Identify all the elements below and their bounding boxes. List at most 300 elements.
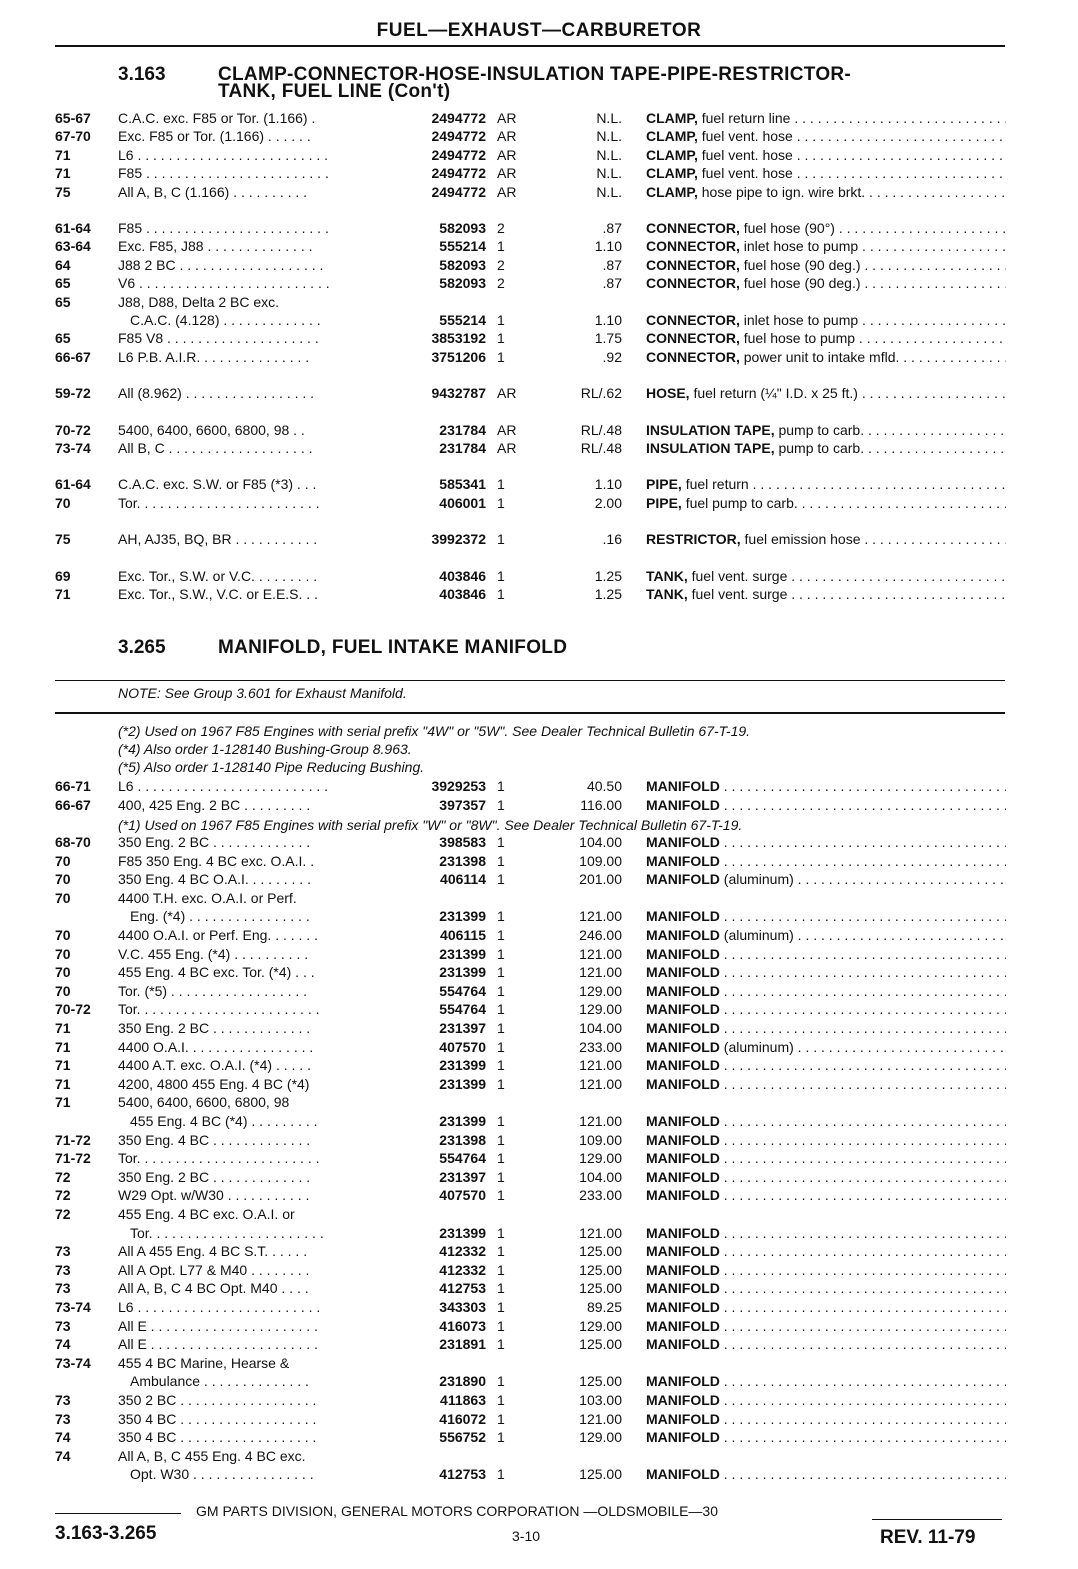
price-cell: N.L. <box>596 183 622 200</box>
part-name: CONNECTOR, <box>646 275 740 292</box>
quantity-cell: 1 <box>497 927 505 943</box>
table-row <box>0 494 1078 512</box>
part-name: CONNECTOR, <box>646 312 740 328</box>
part-number-cell: 231397 <box>439 1020 486 1036</box>
section-title-line2: TANK, FUEL LINE (Con't) <box>218 81 451 102</box>
part-name: CONNECTOR, <box>646 256 740 273</box>
table-row <box>0 1372 1078 1390</box>
table-row <box>0 311 1078 329</box>
year-cell: 73 <box>55 1261 71 1278</box>
year-cell: 72 <box>55 1206 71 1222</box>
quantity-cell: 1 <box>497 1392 505 1408</box>
price-cell: 40.50 <box>586 778 622 794</box>
table-row <box>0 982 1078 1000</box>
part-detail: fuel emission hose <box>744 531 861 548</box>
part-name-cell <box>646 1112 1006 1130</box>
part-name: MANIFOLD <box>646 871 720 888</box>
quantity-cell: AR <box>497 128 517 145</box>
header-rule <box>55 45 1005 47</box>
quantity-cell: AR <box>497 385 517 402</box>
part-name: MANIFOLD <box>646 1317 720 1334</box>
year-cell: 65 <box>55 275 71 292</box>
table-row <box>0 1410 1078 1428</box>
description-cell: 4400 A.T. exc. O.A.I. (*4) . . . . . <box>118 1057 311 1074</box>
price-cell: 129.00 <box>579 1150 622 1167</box>
part-name-cell <box>646 164 1006 182</box>
part-name-cell <box>646 494 1006 512</box>
part-name: MANIFOLD <box>646 945 720 962</box>
description-cell: 5400, 6400, 6600, 6800, 98 . . <box>118 421 305 438</box>
price-cell: N.L. <box>596 146 622 163</box>
table-row <box>0 1186 1078 1204</box>
table-row <box>0 833 1078 851</box>
price-cell: 121.00 <box>579 908 622 925</box>
table-row <box>0 274 1078 292</box>
year-cell: 66-67 <box>55 348 91 365</box>
part-name-cell <box>646 870 1006 888</box>
year-cell: 70 <box>55 494 71 511</box>
price-cell: 103.00 <box>579 1392 622 1408</box>
table-row <box>0 127 1078 145</box>
year-cell: 71 <box>55 165 71 182</box>
price-cell: 125.00 <box>579 1243 622 1260</box>
part-name-cell <box>646 1317 1006 1335</box>
price-cell: RL/.48 <box>580 421 622 438</box>
quantity-cell: 1 <box>497 1020 505 1036</box>
price-cell: 121.00 <box>579 1075 622 1092</box>
part-name: PIPE, <box>646 494 682 511</box>
part-name-cell <box>646 796 1006 814</box>
part-name: HOSE, <box>646 385 690 402</box>
part-number-cell: 411863 <box>440 1392 486 1408</box>
table-row <box>0 1131 1078 1149</box>
part-number-cell: 231398 <box>439 852 486 869</box>
year-cell: 73 <box>55 1280 71 1297</box>
table-row <box>0 1428 1078 1446</box>
table-row <box>0 237 1078 255</box>
part-number-cell: 582093 <box>439 275 486 292</box>
price-cell: 109.00 <box>579 1131 622 1148</box>
part-detail: hose pipe to ign. wire brkt. <box>701 183 866 200</box>
description-cell: All B, C . . . . . . . . . . . . . . . . . . . <box>118 440 313 456</box>
part-name: CLAMP, <box>646 183 698 200</box>
year-cell: 75 <box>55 183 71 200</box>
price-cell: 233.00 <box>579 1038 622 1055</box>
price-cell: .87 <box>602 275 622 292</box>
part-name: MANIFOLD <box>646 1429 720 1446</box>
part-number-cell: 231399 <box>439 964 486 981</box>
part-name-cell <box>646 127 1006 145</box>
part-number-cell: 403846 <box>439 567 486 584</box>
part-name: TANK, <box>646 567 688 584</box>
part-number-cell: 231398 <box>439 1131 486 1148</box>
part-detail: fuel vent. surge <box>691 586 788 602</box>
footnote: (*5) Also order 1-128140 Pipe Reducing Bushing. <box>118 759 425 775</box>
table-row <box>0 183 1078 201</box>
part-name: MANIFOLD <box>646 927 720 943</box>
table-row <box>0 1112 1078 1130</box>
price-cell: 104.00 <box>579 1020 622 1036</box>
price-cell: 129.00 <box>579 1001 622 1018</box>
table-row <box>0 530 1078 548</box>
part-name: MANIFOLD <box>646 1336 720 1353</box>
quantity-cell: AR <box>497 110 517 126</box>
description-cell: Ambulance . . . . . . . . . . . . . . <box>130 1373 309 1390</box>
price-cell: 1.10 <box>594 476 622 493</box>
part-number-cell: 407570 <box>439 1187 486 1204</box>
quantity-cell: 1 <box>497 348 505 365</box>
year-cell: 73-74 <box>55 1299 91 1315</box>
part-number-cell: 343303 <box>439 1299 486 1315</box>
table-row <box>0 567 1078 585</box>
description-cell: W29 Opt. w/W30 . . . . . . . . . . . <box>118 1187 310 1204</box>
description-cell: C.A.C. exc. S.W. or F85 (*3) . . . <box>118 476 317 493</box>
part-number-cell: 3929253 <box>431 778 486 794</box>
description-cell: V.C. 455 Eng. (*4) . . . . . . . . . . <box>118 945 309 962</box>
quantity-cell: 1 <box>497 1317 505 1334</box>
part-name-cell <box>646 183 1006 201</box>
year-cell: 70-72 <box>55 421 91 438</box>
year-cell: 74 <box>55 1429 71 1446</box>
description-cell: Exc. F85 or Tor. (1.166) . . . . . . <box>118 128 311 145</box>
year-cell: 69 <box>55 567 71 584</box>
description-cell: 350 Eng. 2 BC . . . . . . . . . . . . . <box>118 834 311 850</box>
part-name-cell <box>646 1372 1006 1390</box>
part-name: MANIFOLD <box>646 1075 720 1092</box>
part-number-cell: 2494772 <box>431 146 486 163</box>
part-name: MANIFOLD <box>646 1392 720 1408</box>
table-row <box>0 945 1078 963</box>
part-name: CONNECTOR, <box>646 348 740 365</box>
section-note: NOTE: See Group 3.601 for Exhaust Manifold. <box>118 685 407 701</box>
description-cell: 455 4 BC Marine, Hearse & <box>118 1354 290 1371</box>
part-number-cell: 2494772 <box>431 183 486 200</box>
description-cell: All A, B, C (1.166) . . . . . . . . . . <box>118 183 308 200</box>
part-number-cell: 412753 <box>439 1466 486 1483</box>
year-cell: 74 <box>55 1447 71 1464</box>
description-cell: J88 2 BC . . . . . . . . . . . . . . . . . . . <box>118 256 324 273</box>
price-cell: 116.00 <box>580 796 622 813</box>
price-cell: N.L. <box>596 165 622 182</box>
table-row <box>0 293 1078 311</box>
footer-rule-left <box>55 1513 181 1514</box>
price-cell: 1.75 <box>594 330 622 347</box>
quantity-cell: 1 <box>497 476 505 493</box>
price-cell: 121.00 <box>579 1113 622 1129</box>
part-name-cell <box>646 146 1006 164</box>
part-number-cell: 406115 <box>440 927 486 943</box>
table-row <box>0 907 1078 925</box>
table-row <box>0 164 1078 182</box>
description-cell: All A 455 Eng. 4 BC S.T. . . . . . <box>118 1243 308 1260</box>
section-title-line1: CLAMP-CONNECTOR-HOSE-INSULATION TAPE-PIPE-RESTRICTOR- <box>218 64 852 85</box>
description-cell: F85 . . . . . . . . . . . . . . . . . . . . . . . . <box>118 220 329 236</box>
part-name: MANIFOLD <box>646 1410 720 1427</box>
description-cell: 4200, 4800 455 Eng. 4 BC (*4) <box>118 1075 310 1092</box>
part-number-cell: 554764 <box>439 1150 486 1167</box>
price-cell: 1.10 <box>594 312 622 328</box>
part-detail: (aluminum) <box>723 927 794 943</box>
table-row <box>0 109 1078 127</box>
description-cell: 455 Eng. 4 BC exc. Tor. (*4) . . . <box>118 964 315 981</box>
part-name: CONNECTOR, <box>646 330 740 347</box>
description-cell: Tor. . . . . . . . . . . . . . . . . . . . . . . . <box>118 494 320 511</box>
year-cell: 71 <box>55 146 71 163</box>
description-cell: L6 . . . . . . . . . . . . . . . . . . . . . . . . . <box>118 146 329 163</box>
table-row <box>0 1298 1078 1316</box>
quantity-cell: 1 <box>497 567 505 584</box>
quantity-cell: 1 <box>497 871 505 888</box>
price-cell: 125.00 <box>579 1280 622 1297</box>
part-name: MANIFOLD <box>646 796 720 813</box>
price-cell: 129.00 <box>579 982 622 999</box>
quantity-cell: 2 <box>497 256 505 273</box>
quantity-cell: 1 <box>497 1243 505 1260</box>
quantity-cell: 1 <box>497 1001 505 1018</box>
part-detail: fuel hose (90 deg.) <box>743 275 861 292</box>
quantity-cell: 1 <box>497 1429 505 1446</box>
section-number: 3.163 <box>118 64 166 85</box>
year-cell: 66-67 <box>55 796 91 813</box>
price-cell: 125.00 <box>579 1261 622 1278</box>
price-cell: 1.25 <box>594 567 622 584</box>
table-row <box>0 1279 1078 1297</box>
part-name-cell <box>646 1038 1006 1056</box>
part-name-cell <box>646 1335 1006 1353</box>
part-name-cell <box>646 1075 1006 1093</box>
part-name-cell <box>646 567 1006 585</box>
description-cell: C.A.C. exc. F85 or Tor. (1.166) . <box>118 110 316 126</box>
part-name: CLAMP, <box>646 128 698 145</box>
price-cell: .92 <box>602 348 622 365</box>
part-number-cell: 554764 <box>439 1001 486 1018</box>
description-cell: 350 Eng. 4 BC O.A.I. . . . . . . . . <box>118 871 311 888</box>
price-cell: 125.00 <box>579 1466 622 1483</box>
part-name-cell <box>646 1056 1006 1074</box>
year-cell: 68-70 <box>55 834 91 850</box>
part-name: MANIFOLD <box>646 908 720 925</box>
quantity-cell: 1 <box>497 964 505 981</box>
description-cell: All A, B, C 4 BC Opt. M40 . . . . <box>118 1280 309 1297</box>
table-row <box>0 439 1078 457</box>
part-name-cell <box>646 1242 1006 1260</box>
year-cell: 72 <box>55 1187 71 1204</box>
quantity-cell: 1 <box>497 1224 505 1241</box>
part-name: MANIFOLD <box>646 1187 720 1204</box>
year-cell: 74 <box>55 1336 71 1353</box>
part-name-cell <box>646 1261 1006 1279</box>
year-cell: 63-64 <box>55 238 91 255</box>
part-name-cell <box>646 1186 1006 1204</box>
description-cell: 350 Eng. 2 BC . . . . . . . . . . . . . <box>118 1168 311 1185</box>
part-name: MANIFOLD <box>646 1466 720 1483</box>
part-detail: fuel return line <box>701 110 791 126</box>
part-name-cell <box>646 256 1006 274</box>
part-detail: fuel hose (90°) <box>743 220 835 236</box>
part-number-cell: 582093 <box>439 220 486 236</box>
quantity-cell: 1 <box>497 1261 505 1278</box>
part-number-cell: 3853192 <box>431 330 486 347</box>
part-name-cell <box>646 852 1006 870</box>
year-cell: 73 <box>55 1410 71 1427</box>
year-cell: 73-74 <box>55 440 91 456</box>
description-cell: 455 Eng. 4 BC (*4) . . . . . . . . . <box>130 1113 318 1129</box>
part-detail: pump to carb. <box>778 421 865 438</box>
quantity-cell: 1 <box>497 1299 505 1315</box>
section-number-2: 3.265 <box>118 637 166 658</box>
table-row <box>0 889 1078 907</box>
part-name-cell <box>646 945 1006 963</box>
quantity-cell: 1 <box>497 1187 505 1204</box>
description-cell: F85 . . . . . . . . . . . . . . . . . . . . . . . . <box>118 165 329 182</box>
table-row <box>0 585 1078 603</box>
year-cell: 70 <box>55 964 71 981</box>
part-name-cell <box>646 219 1006 237</box>
part-name-cell <box>646 384 1006 402</box>
part-name: MANIFOLD <box>646 852 720 869</box>
description-cell: F85 V8 . . . . . . . . . . . . . . . . . . . . <box>118 330 319 347</box>
part-name: RESTRICTOR, <box>646 531 741 548</box>
part-name-cell <box>646 982 1006 1000</box>
part-name-cell <box>646 1465 1006 1483</box>
year-cell: 70 <box>55 927 71 943</box>
description-cell: 4400 O.A.I. or Perf. Eng. . . . . . . <box>118 927 318 943</box>
table-row <box>0 1391 1078 1409</box>
part-name-cell <box>646 1391 1006 1409</box>
price-cell: 121.00 <box>579 1224 622 1241</box>
description-cell: 5400, 6400, 6600, 6800, 98 <box>118 1094 290 1111</box>
price-cell: .87 <box>602 220 622 236</box>
part-number-cell: 231399 <box>439 1075 486 1092</box>
description-cell: Tor. . . . . . . . . . . . . . . . . . . . . . . . <box>118 1150 320 1167</box>
quantity-cell: 1 <box>497 982 505 999</box>
mid-footnote: (*1) Used on 1967 F85 Engines with serial prefix "W" or "8W". See Dealer Technical Bulletin 67-T-19. <box>118 817 743 833</box>
year-cell: 71 <box>55 1094 71 1111</box>
description-cell: Tor. . . . . . . . . . . . . . . . . . . . . . . <box>130 1224 324 1241</box>
part-name-cell <box>646 439 1006 457</box>
part-number-cell: 231397 <box>439 1168 486 1185</box>
description-cell: All E . . . . . . . . . . . . . . . . . . . . . . <box>118 1336 318 1353</box>
description-cell: 350 2 BC . . . . . . . . . . . . . . . . . . <box>118 1392 317 1408</box>
table-row <box>0 870 1078 888</box>
quantity-cell: AR <box>497 440 517 456</box>
description-cell: L6 P.B. A.I.R. . . . . . . . . . . . . . . <box>118 348 310 365</box>
part-detail: (aluminum) <box>723 1038 794 1055</box>
part-name: MANIFOLD <box>646 1131 720 1148</box>
part-number-cell: 2494772 <box>431 128 486 145</box>
quantity-cell: 1 <box>497 1336 505 1353</box>
quantity-cell: 1 <box>497 494 505 511</box>
year-cell: 70 <box>55 889 71 906</box>
description-cell: Exc. F85, J88 . . . . . . . . . . . . . . <box>118 238 313 255</box>
description-cell: All (8.962) . . . . . . . . . . . . . . . . . <box>118 385 315 402</box>
part-name: MANIFOLD <box>646 964 720 981</box>
quantity-cell: 1 <box>497 1466 505 1483</box>
description-cell: 350 4 BC . . . . . . . . . . . . . . . . . . <box>118 1429 317 1446</box>
part-number-cell: 231399 <box>439 1113 486 1129</box>
part-name-cell <box>646 329 1006 347</box>
part-name-cell <box>646 421 1006 439</box>
description-cell: Eng. (*4) . . . . . . . . . . . . . . . . <box>130 908 310 925</box>
part-name: MANIFOLD <box>646 1020 720 1036</box>
price-cell: 121.00 <box>579 1410 622 1427</box>
table-row <box>0 1149 1078 1167</box>
table-row <box>0 329 1078 347</box>
part-detail: fuel return <box>685 476 749 493</box>
price-cell: 125.00 <box>579 1373 622 1390</box>
price-cell: 121.00 <box>579 1057 622 1074</box>
quantity-cell: 1 <box>497 330 505 347</box>
part-name: MANIFOLD <box>646 1057 720 1074</box>
quantity-cell: 1 <box>497 531 505 548</box>
year-cell: 64 <box>55 256 71 273</box>
quantity-cell: 1 <box>497 778 505 794</box>
part-number-cell: 555214 <box>439 238 486 255</box>
part-name: CONNECTOR, <box>646 238 740 255</box>
description-cell: C.A.C. (4.128) . . . . . . . . . . . . . <box>130 312 321 328</box>
part-name-cell <box>646 348 1006 366</box>
part-name: MANIFOLD <box>646 1113 720 1129</box>
table-row <box>0 1224 1078 1242</box>
description-cell: J88, D88, Delta 2 BC exc. <box>118 293 280 310</box>
part-name: MANIFOLD <box>646 1224 720 1241</box>
part-name: MANIFOLD <box>646 982 720 999</box>
part-number-cell: 231399 <box>439 1057 486 1074</box>
part-detail: pump to carb. <box>778 440 865 456</box>
table-row <box>0 1447 1078 1465</box>
price-cell: 201.00 <box>579 871 622 888</box>
part-number-cell: 416073 <box>439 1317 486 1334</box>
part-number-cell: 403846 <box>439 586 486 602</box>
part-name-cell <box>646 1000 1006 1018</box>
part-name-cell <box>646 109 1006 127</box>
part-name-cell <box>646 530 1006 548</box>
part-number-cell: 231399 <box>439 1224 486 1241</box>
part-number-cell: 231891 <box>439 1336 486 1353</box>
table-row <box>0 256 1078 274</box>
table-row <box>0 384 1078 402</box>
year-cell: 70-72 <box>55 1001 91 1018</box>
part-name: MANIFOLD <box>646 1299 720 1315</box>
part-number-cell: 416072 <box>439 1410 486 1427</box>
table-row <box>0 1242 1078 1260</box>
year-cell: 67-70 <box>55 128 91 145</box>
table-row <box>0 1465 1078 1483</box>
description-cell: Tor. (*5) . . . . . . . . . . . . . . . . . . <box>118 982 308 999</box>
part-name: CLAMP, <box>646 110 698 126</box>
quantity-cell: AR <box>497 165 517 182</box>
table-row <box>0 777 1078 795</box>
table-row <box>0 1000 1078 1018</box>
part-number-cell: 231399 <box>439 945 486 962</box>
footer-rule-right <box>872 1519 1002 1520</box>
part-number-cell: 412753 <box>439 1280 486 1297</box>
section-title-2: MANIFOLD, FUEL INTAKE MANIFOLD <box>218 637 568 658</box>
part-name-cell <box>646 274 1006 292</box>
part-number-cell: 406114 <box>440 871 486 888</box>
part-name-cell <box>646 1224 1006 1242</box>
price-cell: 246.00 <box>579 927 622 943</box>
part-name-cell <box>646 475 1006 493</box>
table-row <box>0 1261 1078 1279</box>
part-detail: inlet hose to pump <box>743 238 859 255</box>
price-cell: 121.00 <box>579 964 622 981</box>
year-cell: 65 <box>55 293 71 310</box>
year-cell: 59-72 <box>55 385 91 402</box>
description-cell: 350 Eng. 2 BC . . . . . . . . . . . . . <box>118 1020 311 1036</box>
description-cell: Tor. . . . . . . . . . . . . . . . . . . . . . . . <box>118 1001 320 1018</box>
part-name: CLAMP, <box>646 146 698 163</box>
